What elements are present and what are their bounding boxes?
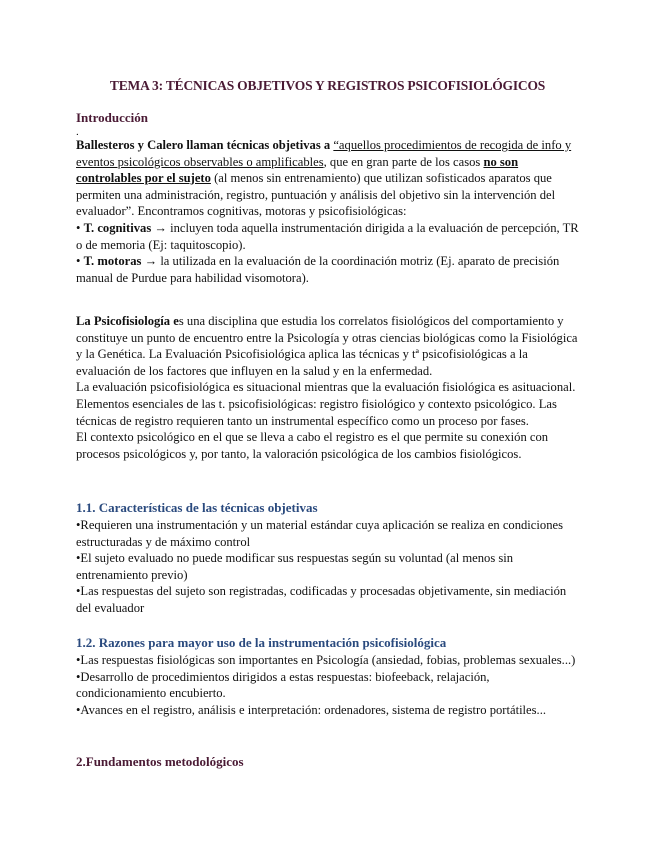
bullet-icon: •	[76, 518, 81, 532]
intro-dot: .	[76, 126, 79, 138]
intro-paragraph	[76, 137, 580, 220]
list-item	[76, 517, 580, 550]
psico-paragraph-3: Elementos esenciales de las t. psicofisiológicas: registro fisiológico y contexto psicológico. Las técnicas de registro requieren tanto un instrumental específico como un proceso por fases.	[76, 396, 557, 428]
intro-mid: , que en gran parte de los casos	[323, 154, 484, 169]
section-1-1-heading: 1.1. Características de las técnicas objetivas	[76, 500, 318, 515]
motoras-label: T. motoras	[83, 254, 142, 269]
section-1-2-list	[76, 652, 580, 718]
list-item	[76, 669, 580, 702]
page-title: TEMA 3: TÉCNICAS OBJETIVOS Y REGISTROS PSICOFISIOLÓGICOS	[109, 78, 546, 93]
bullet-icon: •	[76, 702, 81, 717]
list-item-text: Las respuestas fisiológicas son importantes en Psicología (ansiedad, fobias, problemas sexuales...)	[80, 653, 576, 667]
psico-rest: s una disciplina que estudia los correlatos fisiológicos del comportamiento y constituye un punto de encuentro entre la Psicología y otras ciencias biológicas como la Fisiológica y la Genética. La Evaluación Psicofisiológica aplica las técnicas y tª psicofisiológicas a la evaluación de los factores que influyen en la salud y en la enfermedad.	[76, 314, 578, 378]
intro-quote: “aquellos procedimientos de recogida de info y eventos psicológicos observables o amplificables	[76, 138, 572, 169]
intro-bold-lead: Ballesteros y Calero llaman técnicas objetivas a	[76, 138, 331, 152]
bullet-icon: •	[76, 220, 81, 235]
bullet-motoras	[76, 253, 580, 286]
psico-paragraph-1	[76, 313, 580, 379]
cognitivas-label: T. cognitivas	[83, 220, 152, 235]
motoras-text: la utilizada en la evaluación de la coordinación motriz (Ej. aparato de precisión manual de Purdue para habilidad visomotora).	[76, 254, 560, 285]
intro-rest: (al menos sin entrenamiento) que utilizan sofisticados aparatos que permiten una administración, registro, puntuación y análisis del objetivo sin la intervención del evaluador”. Encontramos cognitivas, motoras y psicofisiológicas:	[76, 171, 556, 219]
list-item-text: El sujeto evaluado no puede modificar sus respuestas según su voluntad (al menos sin entrenamiento previo)	[76, 551, 514, 582]
list-item-text: Desarrollo de procedimientos dirigidos a estas respuestas: biofeeback, relajación, condicionamiento encubierto.	[76, 669, 490, 701]
bullet-icon: •	[76, 653, 81, 667]
list-item	[76, 583, 580, 616]
bullet-icon: •	[76, 551, 81, 566]
arrow-icon: →	[154, 220, 167, 235]
list-item-text: Avances en el registro, análisis e interpretación: ordenadores, sistema de registro portátiles...	[80, 702, 546, 717]
bullet-icon: •	[76, 254, 81, 269]
bullet-icon: •	[76, 584, 81, 599]
section-1-2-heading: 1.2. Razones para mayor uso de la instrumentación psicofisiológica	[76, 635, 447, 650]
list-item-text: Las respuestas del sujeto son registradas, codificadas y procesadas objetivamente, sin mediación del evaluador	[76, 584, 567, 615]
intro-section	[76, 137, 580, 286]
section-2-heading: 2.Fundamentos metodológicos	[76, 754, 244, 769]
bullet-icon: •	[76, 669, 81, 684]
list-item	[76, 652, 580, 669]
bullet-cognitivas	[76, 220, 580, 253]
list-item-text: Requieren una instrumentación y un material estándar cuya aplicación se realiza en condiciones estructuradas y de máximo control	[76, 518, 563, 549]
section-1-1-list	[76, 517, 580, 617]
psico-paragraph-4: El contexto psicológico en el que se lleva a cabo el registro es el que permite su conexión con procesos psicológicos y, por tanto, la valoración psicológica de los cambios fisiológicos.	[76, 430, 549, 461]
list-item	[76, 702, 580, 719]
psico-paragraph-2: La evaluación psicofisiológica es situacional mientras que la evaluación fisiológica es asituacional.	[76, 380, 576, 395]
psicofisiologia-section	[76, 313, 580, 462]
arrow-icon: →	[144, 254, 158, 269]
intro-bold-underlined: no son controlables por el sujeto	[76, 154, 519, 186]
list-item	[76, 550, 580, 583]
psico-bold-lead: La Psicofisiología e	[76, 314, 179, 328]
intro-heading: Introducción	[76, 110, 148, 125]
cognitivas-text: incluyen toda aquella instrumentación dirigida a la evaluación de percepción, TR o de memoria (Ej: taquitoscopio).	[76, 220, 579, 252]
